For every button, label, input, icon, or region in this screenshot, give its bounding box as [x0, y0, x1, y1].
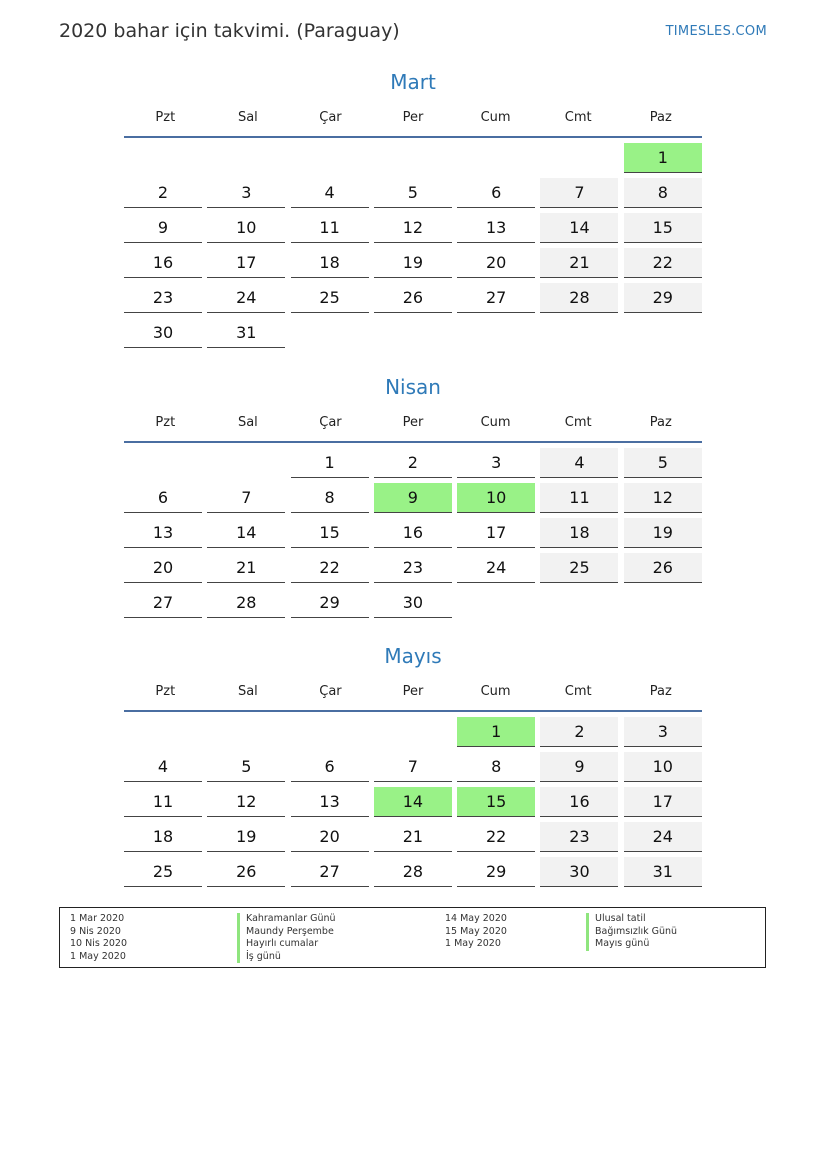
day-cell: 7	[540, 178, 618, 208]
day-cell: 24	[207, 283, 285, 313]
day-cell: 1	[457, 717, 535, 747]
day-cell: 15	[291, 518, 369, 548]
day-cell: 18	[540, 518, 618, 548]
day-cell: 17	[207, 248, 285, 278]
day-cell: 1	[291, 448, 369, 478]
month-april	[124, 375, 702, 618]
site-link[interactable]: TIMESLES.COM	[665, 24, 767, 39]
day-cell: 23	[374, 553, 452, 583]
weekday-label: Cum	[480, 684, 511, 699]
holiday-legend	[59, 907, 766, 968]
day-cell: 14	[374, 787, 452, 817]
day-cell: 6	[124, 483, 202, 513]
month-may	[124, 644, 702, 887]
day-cell: 31	[624, 857, 702, 887]
month-title: Mayıs	[384, 644, 442, 668]
day-cell: 25	[291, 283, 369, 313]
weekday-label: Cmt	[564, 415, 592, 430]
legend-date: 14 May 2020	[445, 913, 507, 924]
day-cell: 20	[124, 553, 202, 583]
weekday-label: Çar	[319, 684, 342, 699]
day-cell: 26	[624, 553, 702, 583]
day-grid	[124, 717, 702, 887]
day-cell: 8	[457, 752, 535, 782]
day-cell: 18	[291, 248, 369, 278]
day-cell: 10	[457, 483, 535, 513]
month-march	[124, 70, 702, 348]
day-cell: 22	[291, 553, 369, 583]
day-cell: 16	[374, 518, 452, 548]
day-cell: 27	[124, 588, 202, 618]
day-grid	[124, 448, 702, 618]
legend-holiday-name: Maundy Perşembe	[237, 926, 336, 939]
legend-names-right	[586, 913, 677, 951]
day-cell: 5	[374, 178, 452, 208]
weekday-header	[124, 413, 702, 443]
day-cell: 15	[457, 787, 535, 817]
empty-day-cell	[540, 318, 618, 348]
day-cell: 22	[624, 248, 702, 278]
day-cell: 29	[624, 283, 702, 313]
day-cell: 5	[207, 752, 285, 782]
empty-day-cell	[457, 318, 535, 348]
day-cell: 27	[457, 283, 535, 313]
weekday-header	[124, 108, 702, 138]
day-cell: 19	[207, 822, 285, 852]
weekday-label: Cmt	[564, 110, 592, 125]
day-cell: 9	[374, 483, 452, 513]
day-cell: 14	[540, 213, 618, 243]
weekday-label: Cum	[480, 110, 511, 125]
weekday-label: Sal	[237, 415, 258, 430]
day-cell: 30	[124, 318, 202, 348]
day-cell: 31	[207, 318, 285, 348]
legend-holiday-name: Hayırlı cumalar	[237, 938, 336, 951]
day-cell: 2	[124, 178, 202, 208]
day-cell: 4	[291, 178, 369, 208]
day-cell: 28	[207, 588, 285, 618]
day-cell: 3	[457, 448, 535, 478]
day-cell: 16	[124, 248, 202, 278]
day-cell: 9	[124, 213, 202, 243]
day-cell: 6	[291, 752, 369, 782]
day-cell: 8	[624, 178, 702, 208]
day-cell: 5	[624, 448, 702, 478]
day-cell: 13	[291, 787, 369, 817]
day-cell: 23	[540, 822, 618, 852]
day-cell: 6	[457, 178, 535, 208]
day-cell: 30	[374, 588, 452, 618]
day-cell: 11	[291, 213, 369, 243]
day-cell: 12	[624, 483, 702, 513]
day-grid	[124, 143, 702, 348]
legend-date: 10 Nis 2020	[70, 938, 127, 950]
empty-day-cell	[457, 588, 535, 618]
empty-day-cell	[124, 717, 202, 747]
weekday-label: Pzt	[155, 415, 176, 430]
day-cell: 16	[540, 787, 618, 817]
legend-holiday-name: Bağımsızlık Günü	[586, 926, 677, 939]
day-cell: 22	[457, 822, 535, 852]
day-cell: 27	[291, 857, 369, 887]
day-cell: 17	[624, 787, 702, 817]
weekday-label: Per	[402, 415, 424, 430]
empty-day-cell	[540, 588, 618, 618]
day-cell: 20	[457, 248, 535, 278]
day-cell: 26	[207, 857, 285, 887]
weekday-label: Cmt	[564, 684, 592, 699]
day-cell: 29	[457, 857, 535, 887]
empty-day-cell	[624, 318, 702, 348]
day-cell: 9	[540, 752, 618, 782]
day-cell: 18	[124, 822, 202, 852]
day-cell: 19	[624, 518, 702, 548]
day-cell: 8	[291, 483, 369, 513]
day-cell: 28	[540, 283, 618, 313]
day-cell: 29	[291, 588, 369, 618]
empty-day-cell	[457, 143, 535, 173]
empty-day-cell	[374, 143, 452, 173]
day-cell: 12	[207, 787, 285, 817]
legend-date: 1 May 2020	[445, 938, 501, 950]
day-cell: 23	[124, 283, 202, 313]
day-cell: 7	[374, 752, 452, 782]
page-title: 2020 bahar için takvimi. (Paraguay)	[59, 20, 400, 42]
legend-dates-left	[70, 913, 127, 963]
legend-date: 1 Mar 2020	[70, 913, 125, 924]
day-cell: 3	[624, 717, 702, 747]
weekday-label: Paz	[649, 684, 672, 699]
empty-day-cell	[624, 588, 702, 618]
day-cell: 1	[624, 143, 702, 173]
month-title: Nisan	[385, 375, 441, 399]
weekday-label: Paz	[649, 110, 672, 125]
empty-day-cell	[207, 448, 285, 478]
day-cell: 28	[374, 857, 452, 887]
legend-date: 15 May 2020	[445, 925, 507, 937]
day-cell: 12	[374, 213, 452, 243]
day-cell: 2	[374, 448, 452, 478]
legend-names-left	[237, 913, 336, 963]
weekday-label: Pzt	[155, 684, 176, 699]
day-cell: 25	[124, 857, 202, 887]
day-cell: 30	[540, 857, 618, 887]
empty-day-cell	[291, 717, 369, 747]
weekday-label: Per	[402, 684, 424, 699]
day-cell: 3	[207, 178, 285, 208]
day-cell: 25	[540, 553, 618, 583]
weekday-label: Sal	[237, 110, 258, 125]
empty-day-cell	[124, 143, 202, 173]
legend-holiday-name: Ulusal tatil	[586, 913, 677, 926]
day-cell: 24	[624, 822, 702, 852]
legend-holiday-name: İş günü	[237, 951, 336, 964]
legend-dates-right	[445, 913, 507, 951]
day-cell: 11	[124, 787, 202, 817]
weekday-label: Pzt	[155, 110, 176, 125]
legend-holiday-name: Kahramanlar Günü	[237, 913, 336, 926]
day-cell: 15	[624, 213, 702, 243]
weekday-label: Cum	[480, 415, 511, 430]
legend-date: 1 May 2020	[70, 950, 126, 962]
day-cell: 19	[374, 248, 452, 278]
day-cell: 21	[374, 822, 452, 852]
empty-day-cell	[540, 143, 618, 173]
weekday-header	[124, 682, 702, 712]
empty-day-cell	[291, 318, 369, 348]
weekday-label: Çar	[319, 110, 342, 125]
weekday-label: Paz	[649, 415, 672, 430]
day-cell: 14	[207, 518, 285, 548]
day-cell: 4	[124, 752, 202, 782]
empty-day-cell	[207, 717, 285, 747]
day-cell: 17	[457, 518, 535, 548]
day-cell: 10	[624, 752, 702, 782]
empty-day-cell	[291, 143, 369, 173]
day-cell: 2	[540, 717, 618, 747]
day-cell: 21	[540, 248, 618, 278]
empty-day-cell	[124, 448, 202, 478]
day-cell: 13	[124, 518, 202, 548]
day-cell: 4	[540, 448, 618, 478]
day-cell: 24	[457, 553, 535, 583]
day-cell: 7	[207, 483, 285, 513]
weekday-label: Çar	[319, 415, 342, 430]
empty-day-cell	[374, 318, 452, 348]
day-cell: 13	[457, 213, 535, 243]
empty-day-cell	[207, 143, 285, 173]
weekday-label: Per	[402, 110, 424, 125]
day-cell: 26	[374, 283, 452, 313]
day-cell: 20	[291, 822, 369, 852]
empty-day-cell	[374, 717, 452, 747]
legend-date: 9 Nis 2020	[70, 925, 121, 937]
weekday-label: Sal	[237, 684, 258, 699]
legend-holiday-name: Mayıs günü	[586, 938, 677, 951]
day-cell: 11	[540, 483, 618, 513]
month-title: Mart	[390, 70, 436, 94]
day-cell: 10	[207, 213, 285, 243]
day-cell: 21	[207, 553, 285, 583]
